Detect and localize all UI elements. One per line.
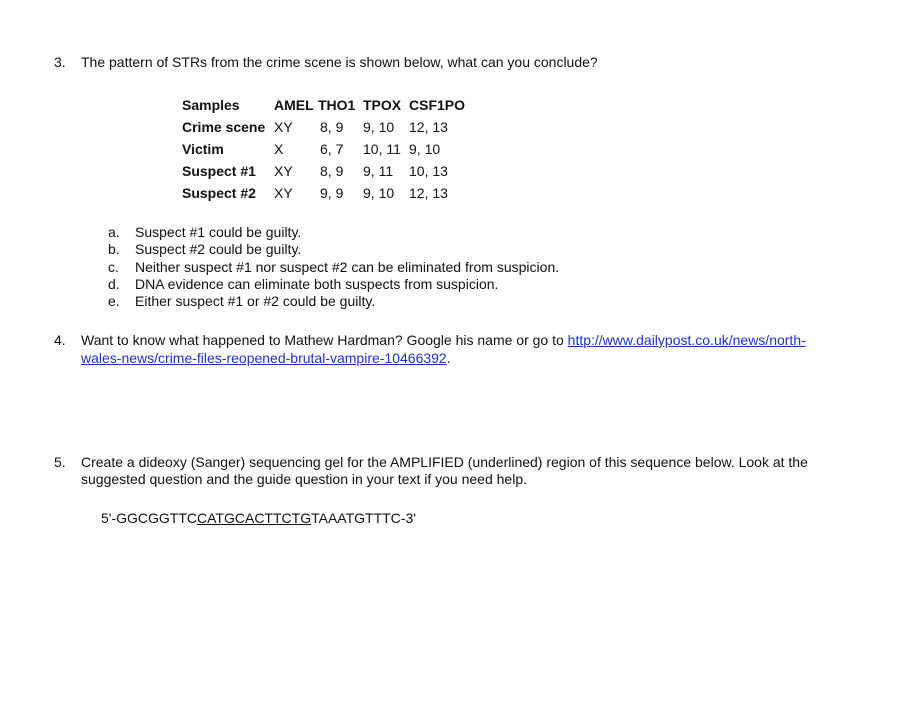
tho1-value: 9, 9: [320, 184, 344, 201]
sample-name: Suspect #2: [182, 184, 256, 201]
str-table-header: [182, 94, 469, 116]
question-4-text: Want to know what happened to Mathew Hardman? Google his name or go to: [81, 332, 568, 348]
question-4-number: 4.: [54, 332, 66, 348]
amel-value: XY: [274, 184, 293, 201]
tho1-value: 8, 9: [320, 118, 344, 135]
option-b-letter: b.: [108, 241, 120, 257]
tpox-value: 9, 10: [363, 184, 395, 201]
option-d-text: DNA evidence can eliminate both suspects from suspicion.: [135, 276, 499, 292]
question-5-text-line-1: Create a dideoxy (Sanger) sequencing gel for the AMPLIFIED (underlined) region of this sequence below. Look at the: [81, 454, 808, 470]
table-row: [182, 138, 469, 160]
sequence-amplified-region: CATGCACTTCTG: [197, 510, 312, 526]
option-c-text: Neither suspect #1 nor suspect #2 can be eliminated from suspicion.: [135, 259, 560, 275]
question-4-line-2: [81, 350, 451, 367]
sample-name: Crime scene: [182, 118, 266, 135]
tpox-value: 9, 10: [363, 118, 395, 135]
option-b-text: Suspect #2 could be guilty.: [135, 241, 302, 257]
header-samples: Samples: [182, 96, 240, 113]
option-c-letter: c.: [108, 259, 119, 275]
article-link-part-2[interactable]: wales-news/crime-files-reopened-brutal-vampire-10466392: [81, 350, 447, 366]
option-e-text: Either suspect #1 or #2 could be guilty.: [135, 293, 376, 309]
header-csf1po: CSF1PO: [409, 96, 466, 113]
question-5-number: 5.: [54, 454, 66, 470]
option-d-letter: d.: [108, 276, 120, 292]
question-5-text-line-2: suggested question and the guide question in your text if you need help.: [81, 471, 527, 487]
csf1po-value: 9, 10: [409, 140, 441, 157]
dna-sequence: [101, 510, 416, 527]
tpox-value: 9, 11: [363, 162, 394, 179]
sample-name: Suspect #1: [182, 162, 256, 179]
question-3-number: 3.: [54, 54, 66, 70]
sequence-suffix: TAAATGTTTC-3': [311, 510, 416, 526]
option-e-letter: e.: [108, 293, 120, 309]
csf1po-value: 10, 13: [409, 162, 448, 179]
question-4-period: .: [446, 350, 451, 366]
amel-value: XY: [274, 162, 293, 179]
amel-value: XY: [274, 118, 293, 135]
sample-name: Victim: [182, 140, 224, 157]
table-row: [182, 116, 469, 138]
question-4-line-1: [81, 332, 806, 349]
tho1-value: 8, 9: [320, 162, 344, 179]
tho1-value: 6, 7: [320, 140, 344, 157]
option-a-text: Suspect #1 could be guilty.: [135, 224, 302, 240]
csf1po-value: 12, 13: [409, 184, 448, 201]
amel-value: X: [274, 140, 284, 157]
csf1po-value: 12, 13: [409, 118, 448, 135]
sequence-prefix: 5'-GGCGGTTC: [101, 510, 198, 526]
article-link-part-1[interactable]: http://www.dailypost.co.uk/news/north-: [567, 332, 806, 348]
question-3-text: The pattern of STRs from the crime scene is shown below, what can you conclude?: [81, 54, 598, 70]
header-tpox: TPOX: [363, 96, 402, 113]
tpox-value: 10, 11: [363, 140, 401, 157]
header-tho1: THO1: [318, 96, 356, 113]
table-row: [182, 182, 469, 204]
table-row: [182, 160, 469, 182]
option-a-letter: a.: [108, 224, 120, 240]
str-table: [182, 94, 469, 204]
header-amel: AMEL: [274, 96, 314, 113]
